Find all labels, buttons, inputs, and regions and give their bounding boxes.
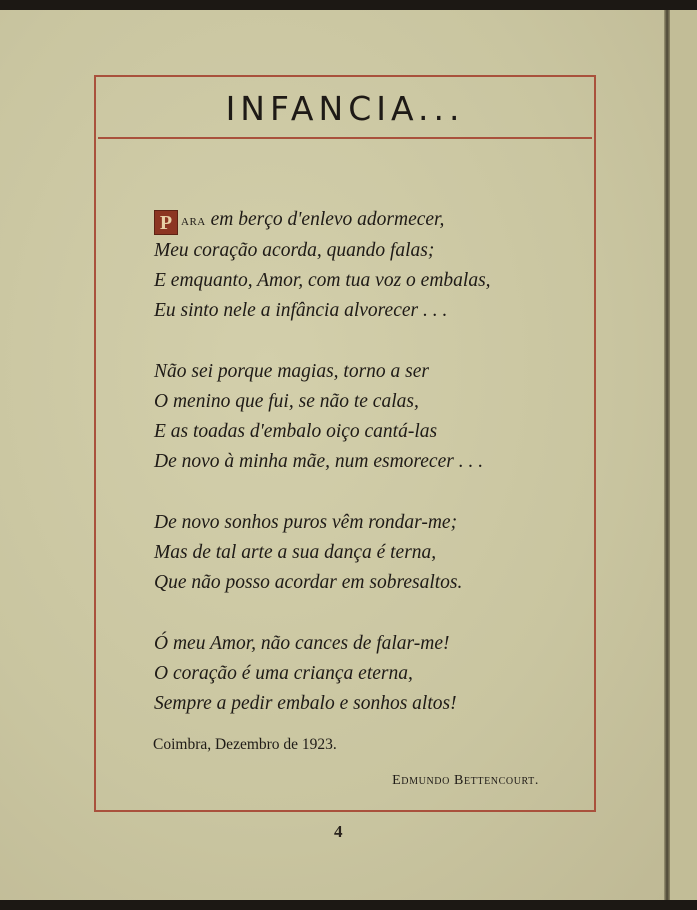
- poem-line: Mas de tal arte a sua dança é terna,: [154, 542, 437, 563]
- poem-line: Sempre a pedir embalo e sonhos altos!: [154, 693, 457, 714]
- poem-line: De novo à minha mãe, num esmorecer . . .: [154, 451, 484, 472]
- poem-line: Eu sinto nele a infância alvorecer . . .: [154, 300, 448, 321]
- page-frame: [94, 75, 596, 812]
- stanza-1: [154, 205, 584, 326]
- stanza-3: [154, 508, 584, 598]
- book-page: [0, 10, 668, 900]
- place-date: Coimbra, Dezembro de 1923.: [153, 736, 337, 753]
- poem-line: De novo sonhos puros vêm rondar-me;: [154, 512, 458, 533]
- adjacent-page-edge: [670, 10, 697, 900]
- poem-line: E emquanto, Amor, com tua voz o embalas,: [154, 270, 491, 291]
- title-rule: [98, 137, 592, 139]
- line-text: em berço d'enlevo adormecer,: [210, 209, 445, 230]
- dropcap-initial: P: [154, 210, 178, 235]
- page-number: 4: [334, 822, 343, 841]
- poem-body: [154, 205, 584, 750]
- poem-line: Meu coração acorda, quando falas;: [154, 240, 435, 261]
- poem-line: Não sei porque magias, torno a ser: [154, 361, 429, 382]
- first-word-rest: ara: [181, 213, 206, 229]
- poem-line: O menino que fui, se não te calas,: [154, 391, 419, 412]
- author-signature: Edmundo Bettencourt.: [392, 773, 539, 788]
- stanza-4: [154, 629, 584, 719]
- poem-line: Que não posso acordar em sobresaltos.: [154, 572, 463, 593]
- poem-line: O coração é uma criança eterna,: [154, 663, 413, 684]
- poem-line: Ó meu Amor, não cances de falar-me!: [154, 633, 450, 654]
- stanza-2: [154, 357, 584, 477]
- poem-title: INFANCIA...: [225, 89, 465, 128]
- poem-line: E as toadas d'embalo oiço cantá-las: [154, 421, 438, 442]
- poem-line: [154, 205, 584, 236]
